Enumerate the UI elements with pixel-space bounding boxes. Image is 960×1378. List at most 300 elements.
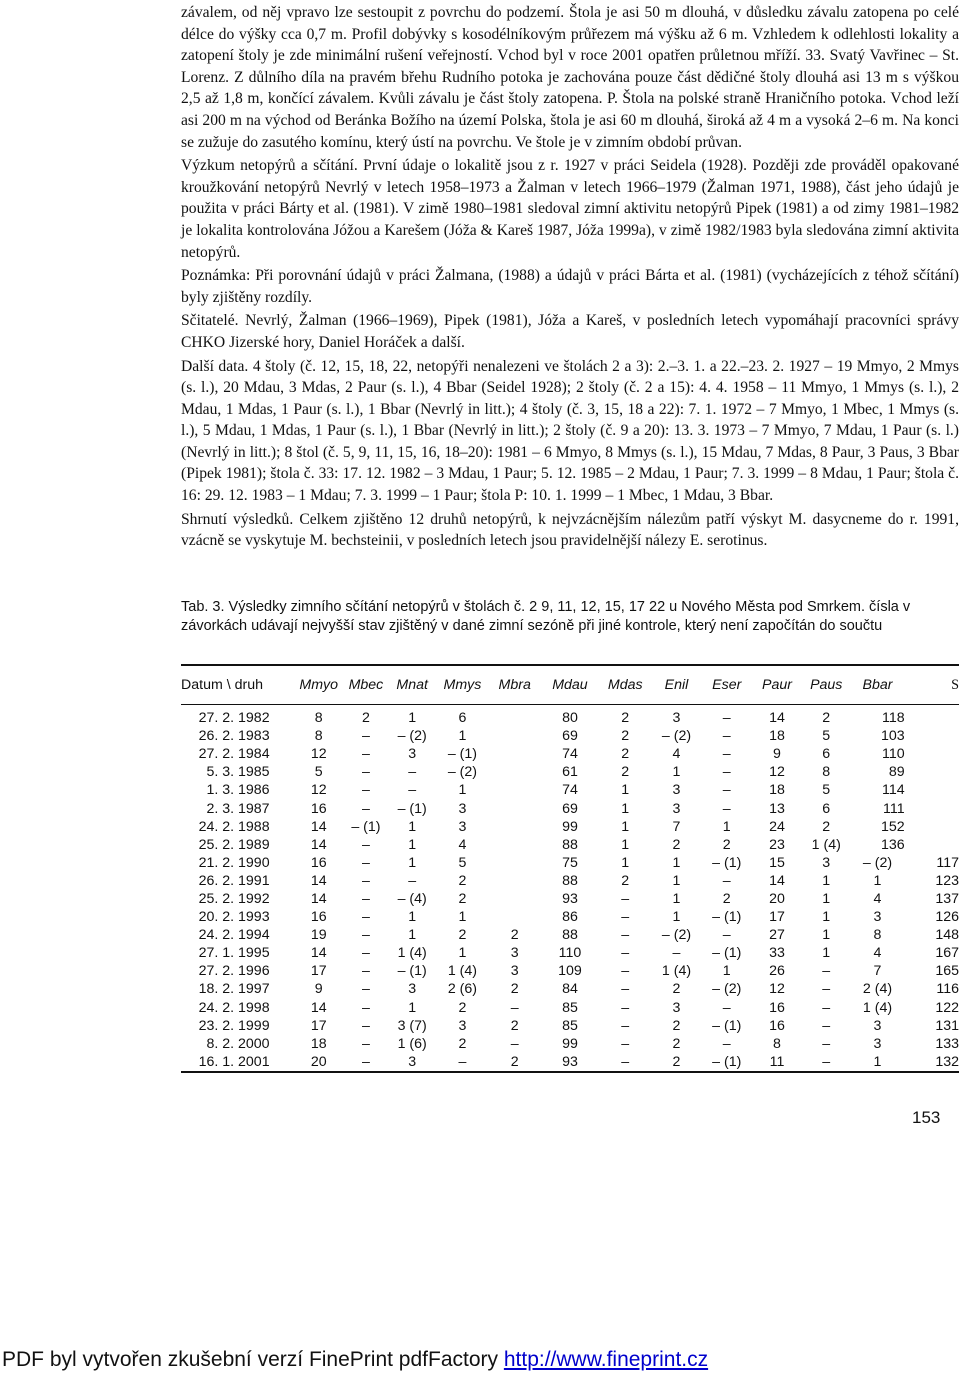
table-cell: 122 [935, 999, 959, 1016]
table-cell: – [361, 1035, 370, 1052]
table-header-cell: Mbec [348, 677, 384, 693]
table-cell: 3 [672, 800, 681, 817]
table-cell: 5 [458, 854, 467, 871]
table-cell: 2 [510, 927, 519, 944]
table-row [181, 926, 959, 944]
table-cell: 136 [880, 836, 905, 853]
table-cell: 4 [873, 890, 882, 907]
table-cell: 19 [310, 927, 327, 944]
table-cell: 114 [882, 782, 905, 799]
table-cell: 3 [458, 800, 467, 817]
table-cell: – [361, 1053, 370, 1070]
table-cell: 2 [722, 890, 731, 907]
table-cell: 2 [458, 999, 467, 1016]
table-cell: 2 [621, 764, 630, 781]
table-cell: 20 [769, 890, 785, 907]
table-cell: 16. 1. 2001 [198, 1053, 270, 1070]
table-cell: 18 [310, 1035, 327, 1052]
table-header-cell: Mbra [498, 677, 531, 693]
table-cell: 1 [822, 927, 831, 944]
table-row [181, 705, 959, 728]
table-cell [489, 781, 541, 799]
table-cell: 1 [722, 963, 731, 980]
table-cell: – [722, 999, 731, 1016]
table-cell: 2 [510, 1017, 519, 1034]
pdf-footer [2, 1348, 708, 1372]
table-cell: 1 [408, 999, 417, 1016]
table-cell: 1 [873, 872, 882, 889]
table-cell: – [361, 909, 370, 926]
table-cell: 24. 2. 1998 [198, 999, 270, 1016]
table-cell: – [722, 728, 731, 745]
table-cell: 8 [873, 927, 882, 944]
table-cell: 167 [935, 945, 959, 962]
table-cell: 17 [769, 909, 785, 926]
footer-text: PDF byl vytvořen zkušební verzí FinePrint pdfFactory [2, 1348, 504, 1371]
table-row [181, 908, 959, 926]
table-cell: 33 [769, 945, 785, 962]
table-cell: 1 [822, 872, 831, 889]
table-cell: – [408, 782, 417, 799]
table-cell: 1 [722, 818, 731, 835]
table-cell: 88 [562, 872, 578, 889]
table-cell: – [621, 945, 630, 962]
table-cell: 27 [769, 927, 785, 944]
table-cell: 26. 2. 1991 [198, 872, 270, 889]
table-cell: – [822, 981, 831, 998]
table-cell: 126 [935, 909, 959, 926]
table-cell: 2 [672, 836, 681, 853]
table-cell: 1 [621, 818, 630, 835]
table-cell: – [408, 764, 417, 781]
table-cell: 13 [769, 800, 785, 817]
table-cell: 2 [458, 1035, 467, 1052]
table-cell: 23. 2. 1999 [198, 1017, 270, 1034]
page-number: 153 [912, 1108, 941, 1127]
table-cell: 7 [873, 963, 882, 980]
table-cell: 1 [458, 909, 467, 926]
table-cell [489, 890, 541, 908]
table-cell: 74 [562, 782, 578, 799]
table-cell: 118 [882, 710, 905, 727]
table-cell: 1 [672, 890, 681, 907]
table-cell: – [361, 872, 370, 889]
table-cell: 116 [936, 981, 959, 998]
table-cell: 75 [562, 854, 578, 871]
table-cell: 6 [822, 746, 831, 763]
table-row [181, 763, 959, 781]
table-header-cell: Mdas [607, 677, 643, 693]
table-cell: 1 [672, 764, 681, 781]
footer-link[interactable]: http://www.fineprint.cz [503, 1348, 709, 1371]
table-cell: 1 [408, 909, 417, 926]
table-cell: – (2) [661, 728, 692, 745]
table-cell: 2 [822, 818, 831, 835]
table-cell: – [722, 872, 731, 889]
table-header-cell: Bbar [862, 677, 893, 693]
table-cell: – (2) [447, 764, 477, 781]
table-row [181, 799, 959, 817]
table-cell: – [361, 981, 370, 998]
table-cell: 3 [672, 710, 681, 727]
table-cell: 93 [562, 1053, 578, 1070]
table-cell: – [510, 1035, 519, 1052]
table-header-cell: Mnat [396, 677, 428, 693]
table-cell: 2 [621, 872, 630, 889]
table-row [181, 781, 959, 799]
table-cell: 16 [769, 1017, 785, 1034]
table-header-cell: Mmyo [299, 677, 339, 693]
table-cell: – [361, 854, 370, 871]
table-cell [489, 836, 541, 854]
table-cell: – [621, 1035, 630, 1052]
table-cell: 165 [935, 963, 959, 980]
table-cell: – [822, 1035, 831, 1052]
table-cell: 24. 2. 1994 [198, 927, 270, 944]
table-cell: 4 [672, 746, 681, 763]
table-cell: 3 [510, 945, 519, 962]
table-cell: 133 [935, 1035, 959, 1052]
table-cell: 69 [562, 728, 578, 745]
table-cell: 26. 2. 1983 [198, 728, 270, 745]
table-cell: 1 [672, 854, 681, 871]
table-cell: 2 [621, 710, 630, 727]
table-header-cell: Datum \ druh [181, 677, 264, 693]
table-row [181, 999, 959, 1017]
table-cell: – (2) [712, 981, 742, 998]
table-cell: 123 [935, 872, 959, 889]
table-cell: – [361, 746, 370, 763]
table-cell: 2 [822, 710, 831, 727]
table-cell: 14 [310, 945, 327, 962]
paragraph-locality-description: závalem, od něj vpravo lze sestoupit z povrchu do podzemí. Štola je asi 50 m dlouhá, v důsledku závalu zatopena po celé délce do výšky cca 0,7 m. Profil dobývky s kosodélníkovým průřezem má výšku až 6 m. Vzhledem k odlehlosti lokality a zatopení štoly je zde minimální rušení veřejností. Vchod byl v roce 2001 opatřen průletnou mříží. 33. Svatý Vavřinec – St. Lorenz. Z důlního díla na pravém břehu Rudního potoka je zachována pouze část dědičné štoly dlouhá asi 13 m s výškou 2,5 až 1,8 m, končící závalem. Kvůli závalu je část štoly zatopena. P. Štola na polské straně Hraničního potoka. Vchod leží asi 200 m na východ od Beránka Božího na území Polska, štola je asi 60 m dlouhá, široká až 4 m a vysoká 2–6 m. Na konci se zužuje do zasutého komínu, který ústí na povrchu. Ve štole je v zimním období průvan. [181, 4, 959, 151]
table-cell: – [822, 999, 831, 1016]
table-cell: – [510, 999, 519, 1016]
table-cell: 89 [888, 764, 905, 781]
table-row [181, 854, 959, 872]
table-cell: 8. 2. 2000 [206, 1035, 270, 1052]
table-header-cell: Enil [664, 677, 689, 693]
paragraph-further-data: Další data. 4 štoly (č. 12, 15, 18, 22, netopýři nenalezeni ve štolách 2 a 3): 2.–3. 1. a 22.–23. 2. 1927 – 19 Mmyo, 2 Mmys (s. l.), 20 Mdau, 3 Mdas, 2 Paur (s. l.), 4 Bbar (Seidel 1928); 2 štoly (č. 2 a 15): 4. 4. 1958 – 11 Mmyo, 1 Mmys (s. l.), 2 Mdau, 1 Mdas, 1 Paur (s. l.), 1 Bbar (Nevrlý in litt.); 4 štoly (č. 3, 15, 18 a 22): 7. 1. 1972 – 7 Mmyo, 1 Mbec, 1 Mmys (s. l.), 5 Mdau, 1 Mdas, 1 Paur (s. l.), 1 Bbar (Nevrlý in litt.); 2 štoly (č. 9 a 20): 13. 3. 1973 – 7 Mmyo, 7 Mdau, 1 Paur (s. l.) (Nevrlý in litt.); 8 štol (č. 5, 9, 11, 15, 16, 18–20): 1981 – 6 Mmyo, 8 Mmys (s. l.), 15 Mdau, 7 Mdas, 8 Paur, 3 Paus, 3 Bbar (Pipek 1981); štola č. 33: 17. 12. 1982 – 3 Mdau, 1 Paur; 5. 12. 1985 – 2 Mdau, 1 Paur; 7. 3. 1999 – 8 Mdau, 1 Paur; štola č. 16: 29. 12. 1983 – 1 Mdau; 7. 3. 1999 – 1 Paur; štola P: 10. 1. 1999 – 1 Mbec, 1 Mdau, 3 Bbar. [181, 357, 959, 505]
table-row [181, 1017, 959, 1035]
table-row [181, 962, 959, 980]
table-cell: – [361, 782, 370, 799]
table-cell: 2 [458, 890, 467, 907]
table-header-cell: Paus [810, 677, 843, 693]
table-header-cell: S [951, 676, 959, 693]
table-cell: 16 [769, 999, 785, 1016]
table-cell: 24. 2. 1988 [198, 818, 270, 835]
table-cell: – (1) [712, 909, 742, 926]
table-cell: – [621, 963, 630, 980]
table-cell: 1 [621, 800, 630, 817]
table-cell: 3 [672, 999, 681, 1016]
table-cell: 9 [314, 981, 323, 998]
body-text [181, 2, 959, 552]
table-cell: 17 [310, 963, 327, 980]
table-cell: 26 [769, 963, 785, 980]
table-row [181, 836, 959, 854]
table-cell: 3 [873, 1035, 882, 1052]
table-cell: 14 [310, 890, 327, 907]
table-row [181, 818, 959, 836]
table-cell: 74 [562, 746, 578, 763]
table-cell: 2 [361, 710, 370, 727]
table-cell [489, 727, 541, 745]
table-row [181, 872, 959, 890]
table-cell: 6 [822, 800, 831, 817]
table-cell: 4 [458, 836, 467, 853]
table-cell: 1 (4) [397, 945, 427, 962]
table-cell: – [722, 710, 731, 727]
table-cell: 20 [310, 1053, 327, 1070]
table-cell: 14 [310, 836, 327, 853]
table-cell: 5. 3. 1985 [206, 764, 270, 781]
table-cell: 8 [314, 728, 323, 745]
table-cell: 27. 2. 1984 [198, 746, 270, 763]
table-cell: 3 [510, 963, 519, 980]
table-cell: 14 [769, 710, 785, 727]
table-cell: 27. 1. 1995 [198, 945, 270, 962]
table-cell: – (2) [397, 728, 427, 745]
table-cell: 9 [773, 746, 781, 763]
table-cell: – [361, 728, 370, 745]
table-cell [489, 818, 541, 836]
table-row [181, 1035, 959, 1053]
table-cell: 2. 3. 1987 [206, 800, 270, 817]
table-cell: 80 [562, 710, 578, 727]
table-header-row [181, 665, 959, 705]
table-cell: – [722, 800, 731, 817]
table-cell: 12 [769, 764, 785, 781]
table-cell: – [722, 746, 731, 763]
table-cell: 1 [408, 836, 417, 853]
table-cell: 1 [458, 782, 467, 799]
table-cell: – [621, 981, 630, 998]
table-cell: 21. 2. 1990 [198, 854, 270, 871]
table-cell: – [621, 1017, 630, 1034]
table-row [181, 727, 959, 745]
table-cell: 23 [769, 836, 785, 853]
table-row [181, 745, 959, 763]
table-caption: Tab. 3. Výsledky zimního sčítání netopýrů v štolách č. 2 9, 11, 12, 15, 17 22 u Nového Města pod Smrkem. čísla v závorkách udávají nejvyšší stav zjištěný v dané zimní sezóně při jiné kontrole, který není započítán do součtu [181, 599, 911, 634]
table-cell: 16 [310, 854, 327, 871]
table-cell: 2 [672, 1035, 681, 1052]
table-cell: 1 [408, 927, 417, 944]
table-cell: – (1) [712, 854, 742, 871]
table-cell: 11 [769, 1053, 785, 1070]
table-cell: 137 [935, 890, 959, 907]
table-cell: 2 [510, 981, 519, 998]
table-cell: – [361, 927, 370, 944]
table-cell: 1 [822, 890, 831, 907]
table-cell: 12 [310, 746, 327, 763]
results-table [181, 664, 959, 1073]
table-cell: 3 [458, 1017, 467, 1034]
table-cell: 152 [880, 818, 905, 835]
table-cell: 17 [310, 1017, 327, 1034]
table-cell: 4 [873, 945, 882, 962]
table-cell: – [361, 890, 370, 907]
table-row [181, 944, 959, 962]
table-cell [489, 799, 541, 817]
table-cell: 84 [562, 981, 578, 998]
table-cell: 117 [936, 854, 959, 871]
table-cell: – (4) [397, 890, 427, 907]
table-cell: 93 [562, 890, 578, 907]
table-cell: 3 [873, 1017, 882, 1034]
table-cell: 2 (4) [862, 981, 893, 998]
table-cell: – [361, 764, 370, 781]
table-cell: 1 [873, 1053, 882, 1070]
table-cell: 1 (6) [397, 1035, 427, 1052]
table-cell: 1 (4) [661, 963, 692, 980]
table-cell: – (1) [351, 818, 381, 835]
table-cell: 8 [773, 1035, 781, 1052]
table-cell: 2 [672, 981, 681, 998]
table-cell: 109 [558, 963, 582, 980]
table-row [181, 1053, 959, 1072]
table-cell: 3 [458, 818, 467, 835]
table-cell: 1 [458, 728, 467, 745]
table-cell: 1 [672, 909, 681, 926]
table-cell: 5 [822, 782, 831, 799]
table-cell [489, 854, 541, 872]
table-cell: 5 [822, 728, 831, 745]
table-cell: 1 [408, 854, 417, 871]
table-cell [489, 872, 541, 890]
table-cell: 27. 2. 1996 [198, 963, 270, 980]
table-cell: 2 (6) [447, 981, 477, 998]
table-header-cell: Eser [712, 677, 742, 693]
table-cell: – (1) [712, 945, 742, 962]
table-cell: 12 [310, 782, 327, 799]
table-cell: – [361, 800, 370, 817]
table-cell: 1 (4) [811, 836, 841, 853]
table-cell: 25. 2. 1989 [198, 836, 270, 853]
table-cell: 86 [562, 909, 578, 926]
table-cell: 8 [822, 764, 831, 781]
table-cell: 2 [672, 1053, 681, 1070]
paragraph-note: Poznámka: Při porovnání údajů v práci Žalmana, (1988) a údajů v práci Bárta et al. (1981) (vycházejících z téhož sčítání) byly zjištěny rozdíly. [181, 267, 959, 306]
table-cell: – [361, 1017, 370, 1034]
table-cell: 1 [408, 818, 417, 835]
table-cell: 2 [458, 927, 467, 944]
table-cell: 3 [408, 981, 417, 998]
table-cell: 1 (4) [862, 999, 893, 1016]
table-body [181, 705, 959, 1072]
table-cell: – (1) [447, 746, 477, 763]
table-cell: 61 [562, 764, 578, 781]
table-cell: – [361, 836, 370, 853]
table-cell: 14 [310, 818, 327, 835]
table-cell: 3 [873, 909, 882, 926]
table-cell: 2 [672, 1017, 681, 1034]
table-header-cell: Mdau [552, 677, 588, 693]
table-cell: 69 [562, 800, 578, 817]
table-cell: 99 [562, 1035, 578, 1052]
table-cell: – (2) [862, 854, 893, 871]
table-cell: 110 [558, 945, 582, 962]
table-cell: 132 [935, 1053, 959, 1070]
table-cell: 27. 2. 1982 [198, 710, 270, 727]
table-cell: – [408, 872, 417, 889]
table-cell: 3 [672, 782, 681, 799]
table-cell: 20. 2. 1993 [198, 909, 270, 926]
table-row [181, 980, 959, 998]
table-cell: 1 [621, 782, 630, 799]
table-cell: 14 [769, 872, 785, 889]
table-cell: 1 [408, 710, 417, 727]
table-cell: 1 [672, 872, 681, 889]
table-cell: 148 [935, 927, 959, 944]
table-row [181, 890, 959, 908]
table-cell: 88 [562, 927, 578, 944]
table-cell: – [361, 945, 370, 962]
table-cell: 18 [769, 728, 785, 745]
table-cell: 1 [621, 854, 630, 871]
table-cell: 2 [510, 1053, 519, 1070]
table-cell: – (2) [661, 927, 692, 944]
table-cell: 3 [408, 1053, 417, 1070]
table-cell: 16 [310, 800, 327, 817]
table-cell: 111 [883, 800, 905, 817]
table-cell: 88 [562, 836, 578, 853]
table-cell: 2 [621, 746, 630, 763]
table-cell: 16 [310, 909, 327, 926]
table-header-cell: Paur [762, 677, 792, 693]
table-cell: 1 [621, 836, 630, 853]
table-cell [489, 908, 541, 926]
table-cell: – (1) [712, 1053, 742, 1070]
table-cell: 18 [769, 782, 785, 799]
table-cell: 2 [621, 728, 630, 745]
table-cell: – [822, 1053, 831, 1070]
table-cell: 6 [458, 710, 467, 727]
table-cell: 14 [310, 999, 327, 1016]
table-cell: 1. 3. 1986 [206, 782, 270, 799]
table-cell: 85 [562, 1017, 578, 1034]
table-cell: – [361, 999, 370, 1016]
table-cell: 15 [769, 854, 785, 871]
table-cell: 131 [935, 1017, 959, 1034]
table-cell: 85 [562, 999, 578, 1016]
table-cell: – (1) [712, 1017, 742, 1034]
paragraph-counters: Sčitatelé. Nevrlý, Žalman (1966–1969), Pipek (1981), Jóža a Kareš, v posledních letech vypomáhají pracovníci správy CHKO Jizerské hory, Daniel Horáček a další. [181, 312, 959, 351]
paragraph-summary: Shrnutí výsledků. Celkem zjištěno 12 druhů netopýrů, k nejvzácnějším nálezům patří výskyt M. dasycneme do r. 1991, vzácně se vyskytuje M. bechsteinii, v posledních letech jsou pravidelnější nálezy E. serotinus. [181, 510, 959, 550]
table-cell: – [621, 909, 630, 926]
table-header-cell: Mmys [443, 677, 482, 693]
table-cell: – [621, 890, 630, 907]
table-cell: – (1) [397, 800, 427, 817]
table-cell: – [458, 1053, 467, 1070]
table-cell: – [621, 927, 630, 944]
table-cell: 3 [822, 854, 831, 871]
table-cell: 99 [562, 818, 578, 835]
table-cell: 3 [408, 746, 417, 763]
table-cell: – [822, 963, 831, 980]
table-cell: – [621, 999, 630, 1016]
table-cell [489, 763, 541, 781]
table-cell: 1 [458, 945, 467, 962]
table-cell [489, 745, 541, 763]
table-cell: – [822, 1017, 831, 1034]
table-cell: – [672, 945, 681, 962]
table-cell: 18. 2. 1997 [198, 981, 270, 998]
table-cell: 2 [458, 872, 467, 889]
table-cell: 24 [769, 818, 785, 835]
table-cell: 14 [310, 872, 327, 889]
